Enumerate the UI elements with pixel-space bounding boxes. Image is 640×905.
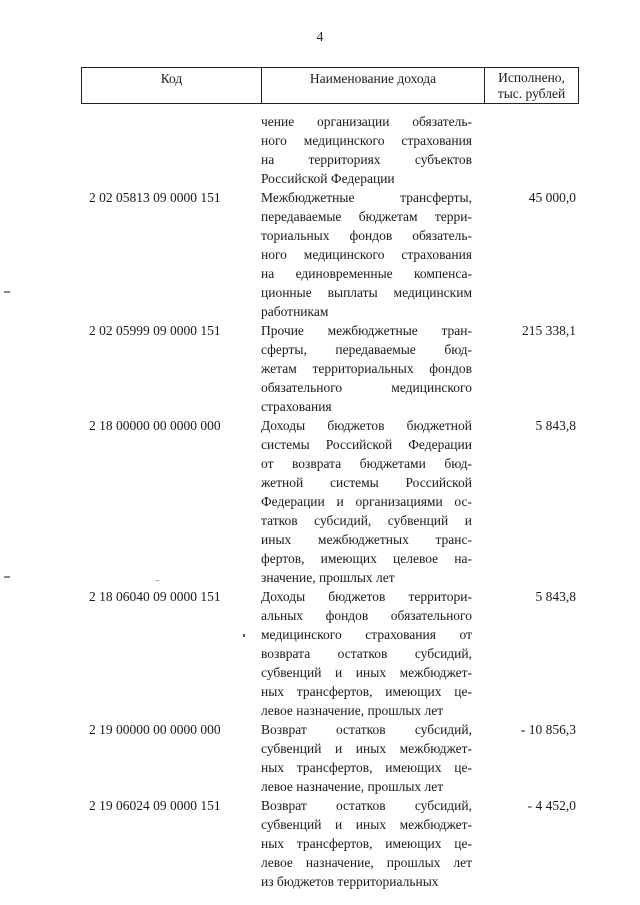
row-code: 2 18 06040 09 0000 151 — [89, 589, 221, 604]
row-name — [261, 188, 472, 321]
row-name-line: субвенций и иных межбюджет- — [261, 741, 472, 756]
row-name-line: значение, прошлых лет — [261, 570, 395, 585]
row-executed-value: 5 843,8 — [535, 589, 576, 604]
row-name-line: Российской Федерации — [261, 171, 395, 186]
row-name-line: татков субсидий, субвенций и — [261, 513, 472, 528]
table-row — [0, 416, 640, 587]
row-name-line: Федерации и организациями ос- — [261, 494, 472, 509]
scan-mark — [243, 634, 245, 637]
row-name-line: ториальных фондов обязатель- — [261, 228, 472, 243]
scan-mark — [156, 580, 159, 581]
row-name-line: системы Российской Федерации — [261, 437, 472, 452]
row-executed-value: - 4 452,0 — [527, 798, 576, 813]
row-code: 2 19 00000 00 0000 000 — [89, 722, 221, 737]
row-name-line: от возврата бюджетами бюд- — [261, 456, 472, 471]
row-name-line: из бюджетов территориальных — [261, 874, 439, 889]
row-name-line: Межбюджетные трансферты, — [261, 190, 472, 205]
header-name: Наименование дохода — [262, 68, 485, 104]
page-number: 4 — [316, 29, 324, 44]
header-executed — [485, 68, 579, 104]
row-name-line: жетной системы Российской — [261, 475, 472, 490]
row-executed-value: 45 000,0 — [528, 190, 576, 205]
table-row — [0, 321, 640, 416]
row-code: 2 02 05813 09 0000 151 — [89, 190, 221, 205]
row-name-line: иных межбюджетных транс- — [261, 532, 472, 547]
table-row — [0, 188, 640, 321]
row-name-line: левое назначение, прошлых лет — [261, 855, 472, 870]
row-name-line: ных трансфертов, имеющих це- — [261, 836, 472, 851]
row-name-line: ционные выплаты медицинским — [261, 285, 472, 300]
scan-mark — [4, 576, 10, 578]
row-name — [261, 587, 472, 720]
scan-mark — [4, 291, 10, 293]
row-name-line: Возврат остатков субсидий, — [261, 798, 472, 813]
row-code: 2 18 00000 00 0000 000 — [89, 418, 221, 433]
row-code: 2 19 06024 09 0000 151 — [89, 798, 221, 813]
table-row — [0, 587, 640, 720]
row-name-line: ного медицинского страхования — [261, 133, 472, 148]
row-name — [261, 321, 472, 416]
row-name-line: работникам — [261, 304, 329, 319]
row-name-line: чение организации обязатель- — [261, 114, 472, 129]
table-row — [0, 720, 640, 796]
table-body — [0, 112, 640, 891]
row-name-line: субвенций и иных межбюджет- — [261, 665, 472, 680]
row-name-line: Прочие межбюджетные тран- — [261, 323, 472, 338]
row-name — [261, 112, 472, 188]
table-header — [81, 67, 579, 104]
row-name — [261, 416, 472, 587]
row-name-line: Возврат остатков субсидий, — [261, 722, 472, 737]
row-name-line: Доходы бюджетов бюджетной — [261, 418, 472, 433]
header-code: Код — [82, 68, 262, 104]
row-name-line: левое назначение, прошлых лет — [261, 779, 444, 794]
row-name-line: Доходы бюджетов территори- — [261, 589, 472, 604]
row-name-line: возврата остатков субсидий, — [261, 646, 472, 661]
row-code: 2 02 05999 09 0000 151 — [89, 323, 221, 338]
row-name-line: на территориях субъектов — [261, 152, 472, 167]
header-executed-line1: Исполнено, — [498, 70, 565, 85]
header-executed-line2: тыс. рублей — [497, 86, 566, 101]
row-name-line: альных фондов обязательного — [261, 608, 472, 623]
row-name-line: обязательного медицинского — [261, 380, 472, 395]
row-executed-value: - 10 856,3 — [520, 722, 576, 737]
row-name-line: передаваемые бюджетам терри- — [261, 209, 472, 224]
row-name-line: ного медицинского страхования — [261, 247, 472, 262]
row-executed-value: 215 338,1 — [522, 323, 576, 338]
row-name-line: страхования — [261, 399, 332, 414]
row-name-line: сферты, передаваемые бюд- — [261, 342, 472, 357]
row-name-line: фертов, имеющих целевое на- — [261, 551, 472, 566]
row-name-line: на единовременные компенса- — [261, 266, 472, 281]
row-name — [261, 796, 472, 891]
row-name-line: субвенций и иных межбюджет- — [261, 817, 472, 832]
row-name-line: жетам территориальных фондов — [261, 361, 472, 376]
table-row — [0, 796, 640, 891]
table-row — [0, 112, 640, 188]
row-name-line: левое назначение, прошлых лет — [261, 703, 444, 718]
row-name-line: ных трансфертов, имеющих це- — [261, 684, 472, 699]
row-name-line: ных трансфертов, имеющих це- — [261, 760, 472, 775]
row-name-line: медицинского страхования от — [261, 627, 472, 642]
row-executed-value: 5 843,8 — [535, 418, 576, 433]
row-name — [261, 720, 472, 796]
